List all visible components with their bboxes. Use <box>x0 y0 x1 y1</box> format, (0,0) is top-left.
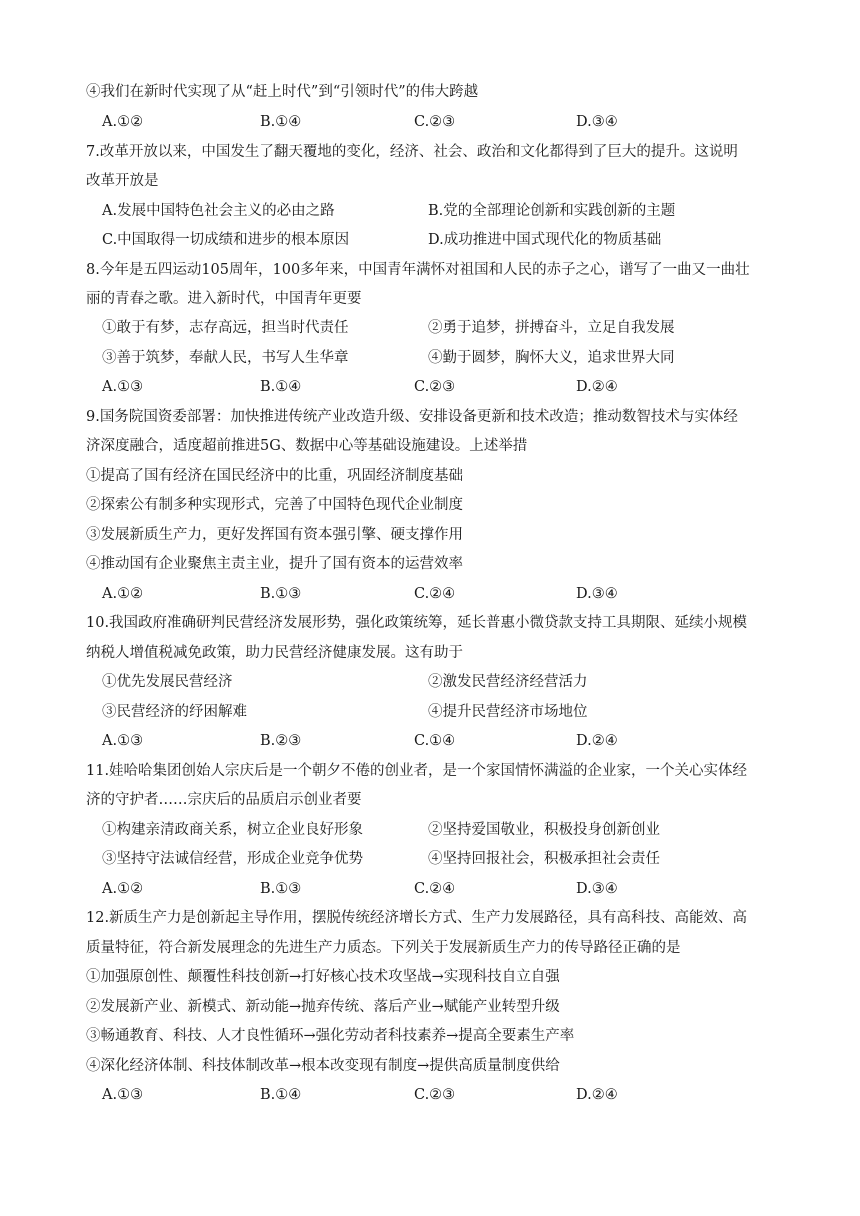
q12-item-4: ④深化经济体制、科技体制改革→根本改变现有制度→提供高质量制度供给 <box>86 1058 560 1074</box>
q7-choice-a: A.发展中国特色社会主义的必由之路 <box>102 203 335 219</box>
q12-choice-a: A.①③ <box>102 1087 144 1103</box>
q10-item-4: ④提升民营经济市场地位 <box>428 704 588 720</box>
q12-stem-line-1: 12.新质生产力是创新起主导作用，摆脱传统经济增长方式、生产力发展路径，具有高科技、高能效、高 <box>86 910 748 926</box>
q8-choice-d: D.②④ <box>576 379 618 395</box>
q12-item-2: ②发展新产业、新模式、新动能→抛弃传统、落后产业→赋能产业转型升级 <box>86 999 560 1015</box>
q6-choice-a: A.①② <box>102 114 144 130</box>
q10-choice-b: B.②③ <box>260 733 302 749</box>
q11-item-4: ④坚持回报社会，积极承担社会责任 <box>428 851 660 867</box>
q12-choice-d: D.②④ <box>576 1087 618 1103</box>
q9-choice-d: D.③④ <box>576 586 618 602</box>
q8-choice-c: C.②③ <box>414 379 456 395</box>
q12-choice-c: C.②③ <box>414 1087 456 1103</box>
q6-choice-d: D.③④ <box>576 114 618 130</box>
q9-item-4: ④推动国有企业聚焦主责主业，提升了国有资本的运营效率 <box>86 556 463 572</box>
q8-choice-a: A.①③ <box>102 379 144 395</box>
q11-choice-a: A.①② <box>102 881 144 897</box>
q7-stem-line-2: 改革开放是 <box>86 173 159 189</box>
q11-choice-b: B.①③ <box>260 881 302 897</box>
q8-stem-line-1: 8.今年是五四运动105周年，100多年来，中国青年满怀对祖国和人民的赤子之心，谱写了一曲又一曲壮 <box>86 262 750 278</box>
q11-stem-line-2: 济的守护者……宗庆后的品质启示创业者要 <box>86 792 362 808</box>
q11-item-2: ②坚持爱国敬业，积极投身创新创业 <box>428 822 660 838</box>
q10-choice-c: C.①④ <box>414 733 456 749</box>
q11-item-1: ①构建亲清政商关系，树立企业良好形象 <box>102 822 363 838</box>
q9-item-2: ②探索公有制多种实现形式，完善了中国特色现代企业制度 <box>86 497 463 513</box>
q9-item-1: ①提高了国有经济在国民经济中的比重，巩固经济制度基础 <box>86 468 463 484</box>
q12-item-1: ①加强原创性、颠覆性科技创新→打好核心技术攻坚战→实现科技自立自强 <box>86 969 560 985</box>
q11-choice-d: D.③④ <box>576 881 618 897</box>
q11-choice-c: C.②④ <box>414 881 456 897</box>
q7-choice-b: B.党的全部理论创新和实践创新的主题 <box>428 203 676 219</box>
q12-item-3: ③畅通教育、科技、人才良性循环→强化劳动者科技素养→提高全要素生产率 <box>86 1028 575 1044</box>
q10-choice-a: A.①③ <box>102 733 144 749</box>
q8-item-1: ①敢于有梦，志存高远，担当时代责任 <box>102 320 349 336</box>
q8-item-3: ③善于筑梦，奉献人民，书写人生华章 <box>102 350 349 366</box>
q10-item-3: ③民营经济的纾困解难 <box>102 704 247 720</box>
q10-item-2: ②激发民营经济经营活力 <box>428 674 588 690</box>
q6-choice-c: C.②③ <box>414 114 456 130</box>
q9-stem-line-1: 9.国务院国资委部署：加快推进传统产业改造升级、安排设备更新和技术改造；推动数智技术与实体经 <box>86 409 738 425</box>
q7-stem-line-1: 7.改革开放以来，中国发生了翻天覆地的变化，经济、社会、政治和文化都得到了巨大的提升。这说明 <box>86 144 738 160</box>
q9-choice-a: A.①② <box>102 586 144 602</box>
q8-item-2: ②勇于追梦，拼搏奋斗，立足自我发展 <box>428 320 675 336</box>
q8-choice-b: B.①④ <box>260 379 302 395</box>
q6-option-4: ④我们在新时代实现了从“赶上时代”到“引领时代”的伟大跨越 <box>86 84 479 100</box>
q9-item-3: ③发展新质生产力，更好发挥国有资本强引擎、硬支撑作用 <box>86 527 463 543</box>
q10-stem-line-1: 10.我国政府准确研判民营经济发展形势，强化政策统筹，延长普惠小微贷款支持工具期限、延续小规模 <box>86 615 748 631</box>
q7-choice-d: D.成功推进中国式现代化的物质基础 <box>428 232 662 248</box>
q11-item-3: ③坚持守法诚信经营，形成企业竞争优势 <box>102 851 363 867</box>
q9-choice-c: C.②④ <box>414 586 456 602</box>
q11-stem-line-1: 11.娃哈哈集团创始人宗庆后是一个朝夕不倦的创业者，是一个家国情怀满溢的企业家，一个关心实体经 <box>86 763 748 779</box>
q8-stem-line-2: 丽的青春之歌。进入新时代，中国青年更要 <box>86 291 362 307</box>
q9-choice-b: B.①③ <box>260 586 302 602</box>
q6-choice-b: B.①④ <box>260 114 302 130</box>
q7-choice-c: C.中国取得一切成绩和进步的根本原因 <box>102 232 350 248</box>
q9-stem-line-2: 济深度融合，适度超前推进5G、数据中心等基础设施建设。上述举措 <box>86 438 528 454</box>
q12-choice-b: B.①④ <box>260 1087 302 1103</box>
q12-stem-line-2: 质量特征，符合新发展理念的先进生产力质态。下列关于发展新质生产力的传导路径正确的是 <box>86 940 681 956</box>
q10-item-1: ①优先发展民营经济 <box>102 674 233 690</box>
q10-choice-d: D.②④ <box>576 733 618 749</box>
q10-stem-line-2: 纳税人增值税减免政策，助力民营经济健康发展。这有助于 <box>86 645 463 661</box>
q8-item-4: ④勤于圆梦，胸怀大义，追求世界大同 <box>428 350 675 366</box>
